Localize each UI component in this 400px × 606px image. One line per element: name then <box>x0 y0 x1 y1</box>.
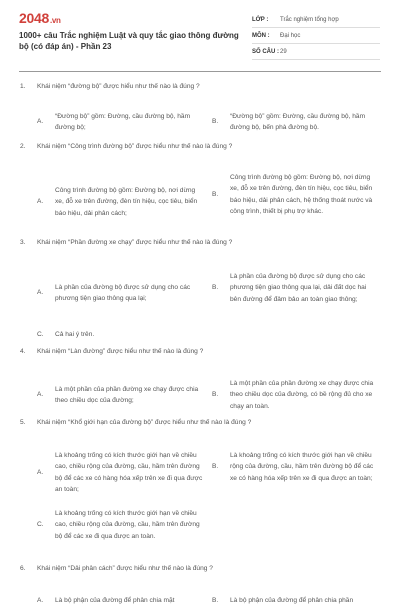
question-header <box>20 141 382 153</box>
question-text: Khái niệm “Khổ giới hạn của đường bộ” được hiểu như thế nào là đúng ? <box>37 417 251 429</box>
option-text: Công trình đường bộ gồm: Đường bộ, nơi dừng xe, đỗ xe trên đường, đèn tín hiệu, cọc tiêu, biển báo hiệu, dải phân cách; <box>55 185 203 220</box>
option-letter: A. <box>37 467 55 479</box>
question-number: 5. <box>20 417 37 429</box>
option-text: Là phần của đường bộ được sử dụng cho các phương tiện giao thông qua lại, dải đất dọc hai bên đường để đảm bảo an toàn giao thông; <box>230 271 378 306</box>
question-text: Khái niệm “Dải phân cách” được hiểu như thế nào là đúng ? <box>37 563 213 575</box>
option-letter: B. <box>212 282 230 294</box>
question-header <box>20 237 382 249</box>
option-b[interactable] <box>212 378 378 413</box>
question-number: 6. <box>20 563 37 575</box>
question-header <box>20 81 382 93</box>
option-text: “Đường bộ” gồm: Đường, cầu đường bộ, hầm đường bộ, bến phà đường bộ. <box>230 111 378 134</box>
page-title: 1000+ câu Trắc nghiệm Luật và quy tắc giao thông đường bộ (có đáp án) - Phần 23 <box>19 30 244 52</box>
header-divider <box>19 71 381 72</box>
option-a[interactable] <box>37 450 203 496</box>
option-b[interactable] <box>212 172 378 218</box>
question-header <box>20 346 382 358</box>
question-block <box>20 237 382 249</box>
question-number: 3. <box>20 237 37 249</box>
question-header <box>20 563 382 575</box>
option-text: Là bộ phận của đường để phân chia phần <box>230 595 378 606</box>
option-letter: A. <box>37 595 55 606</box>
meta-label: LỚP : <box>252 17 280 23</box>
question-text: Khái niệm “Công trình đường bộ” được hiểu như thế nào là đúng ? <box>37 141 232 153</box>
question-block <box>20 346 382 358</box>
option-letter: B. <box>212 189 230 201</box>
meta-info-table <box>252 12 380 60</box>
option-c[interactable] <box>37 329 203 341</box>
option-c[interactable] <box>37 508 203 543</box>
option-b[interactable] <box>212 450 378 485</box>
option-letter: A. <box>37 196 55 208</box>
question-text: Khái niệm “Phần đường xe chạy” được hiểu như thế nào là đúng ? <box>37 237 232 249</box>
option-letter: C. <box>37 519 55 531</box>
meta-value: 29 <box>280 49 287 55</box>
option-letter: A. <box>37 389 55 401</box>
option-a[interactable] <box>37 595 203 606</box>
option-b[interactable] <box>212 271 378 306</box>
option-a[interactable] <box>37 185 203 220</box>
question-block <box>20 417 382 429</box>
question-header <box>20 417 382 429</box>
option-b[interactable] <box>212 595 378 606</box>
meta-label: MÔN : <box>252 33 280 39</box>
site-logo[interactable]: 2048.vn <box>19 10 61 26</box>
option-letter: B. <box>212 461 230 473</box>
question-block <box>20 141 382 153</box>
question-number: 1. <box>20 81 37 93</box>
option-letter: B. <box>212 116 230 128</box>
option-text: Công trình đường bộ gồm: Đường bộ, nơi dừng xe, đỗ xe trên đường, đèn tín hiệu, cọc tiêu, biển báo hiệu, dải phân cách, hệ thống thoát nước và công trình, thiết bị phụ trợ khác. <box>230 172 378 218</box>
meta-row-count <box>252 44 380 60</box>
option-a[interactable] <box>37 384 203 407</box>
meta-value: Đại học <box>280 33 300 39</box>
option-text: “Đường bộ” gồm: Đường, cầu đường bộ, hầm đường bộ; <box>55 111 203 134</box>
question-text: Khái niệm “đường bộ” được hiểu như thế nào là đúng ? <box>37 81 200 93</box>
meta-row-class <box>252 12 380 28</box>
option-a[interactable] <box>37 111 203 134</box>
option-text: Là bộ phận của đường để phân chia mặt <box>55 595 203 606</box>
option-text: Là phần của đường bộ được sử dụng cho các phương tiện giao thông qua lại; <box>55 282 203 305</box>
option-letter: A. <box>37 116 55 128</box>
option-text: Là một phần của phần đường xe chạy được chia theo chiều dọc của đường, có bề rộng đủ cho xe chạy an toàn. <box>230 378 378 413</box>
question-block <box>20 81 382 93</box>
option-letter: B. <box>212 389 230 401</box>
question-text: Khái niệm “Làn đường” được hiểu như thế nào là đúng ? <box>37 346 203 358</box>
option-letter: B. <box>212 595 230 606</box>
option-text: Là khoảng trống có kích thước giới hạn về chiều rộng của đường, cầu, hầm trên đường bộ để các xe có hàng hóa xếp trên xe đi qua được an toàn; <box>230 450 378 485</box>
option-letter: C. <box>37 329 55 341</box>
question-number: 4. <box>20 346 37 358</box>
option-text: Là khoảng trống có kích thước giới hạn về chiều cao, chiều rộng của đường, cầu, hầm trên đường bộ để các xe có hàng hóa xếp trên xe đi qua được an toàn; <box>55 450 203 496</box>
option-letter: A. <box>37 287 55 299</box>
option-text: Cả hai ý trên. <box>55 329 203 341</box>
question-block <box>20 563 382 575</box>
meta-value: Trắc nghiệm tổng hợp <box>280 17 339 23</box>
option-a[interactable] <box>37 282 203 305</box>
meta-row-subject <box>252 28 380 44</box>
option-b[interactable] <box>212 111 378 134</box>
option-text: Là một phần của phần đường xe chạy được chia theo chiều dọc của đường; <box>55 384 203 407</box>
page-header <box>0 0 400 70</box>
meta-label: SỐ CÂU : <box>252 49 280 55</box>
option-text: Là khoảng trống có kích thước giới hạn về chiều cao, chiều rộng của đường, cầu, hầm trên đường bộ để các xe đi qua được an toàn. <box>55 508 203 543</box>
question-number: 2. <box>20 141 37 153</box>
